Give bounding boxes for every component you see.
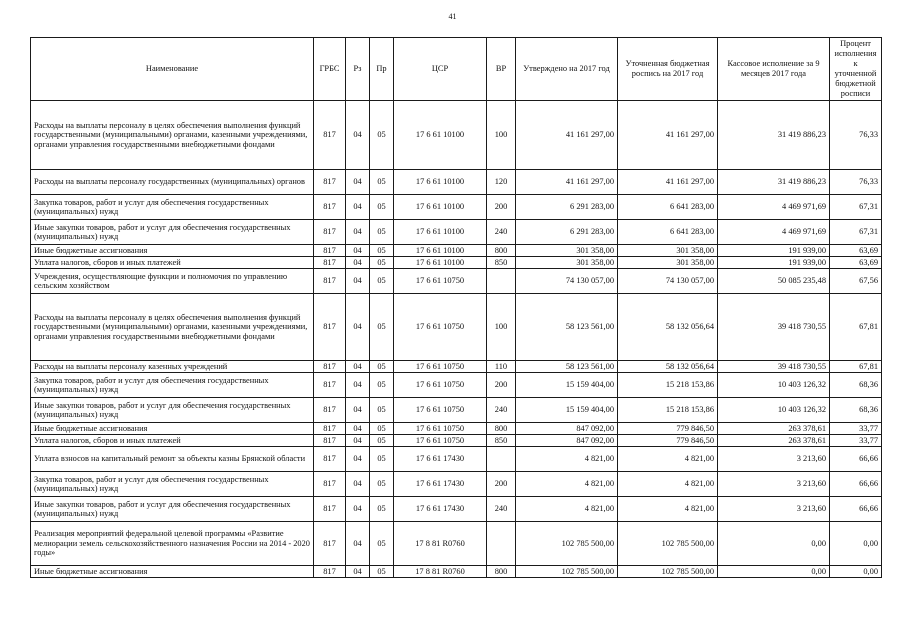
row-vr-cell: 200 <box>487 472 516 497</box>
row-vr-cell: 200 <box>487 195 516 220</box>
row-approved-cell: 41 161 297,00 <box>516 101 618 170</box>
row-pr-cell: 05 <box>370 497 394 522</box>
row-pr-cell: 05 <box>370 361 394 373</box>
row-cash-cell: 0,00 <box>718 566 830 578</box>
row-grbs-cell: 817 <box>314 195 346 220</box>
row-csr-cell: 17 6 61 10750 <box>394 361 487 373</box>
row-grbs-cell: 817 <box>314 373 346 398</box>
row-cash-cell: 191 939,00 <box>718 245 830 257</box>
row-grbs-cell: 817 <box>314 566 346 578</box>
row-pr-cell: 05 <box>370 257 394 269</box>
row-name-cell: Иные бюджетные ассигнования <box>31 566 314 578</box>
row-percent-cell: 67,81 <box>830 294 882 361</box>
row-vr-cell: 100 <box>487 101 516 170</box>
row-cash-cell: 50 085 235,48 <box>718 269 830 294</box>
row-percent-cell: 68,36 <box>830 373 882 398</box>
row-percent-cell: 67,31 <box>830 220 882 245</box>
row-csr-cell: 17 6 61 17430 <box>394 472 487 497</box>
table-row <box>31 423 882 435</box>
header-csr: ЦСР <box>394 38 487 101</box>
row-approved-cell: 102 785 500,00 <box>516 566 618 578</box>
row-csr-cell: 17 6 61 10100 <box>394 257 487 269</box>
row-percent-cell: 0,00 <box>830 566 882 578</box>
row-refined-cell: 58 132 056,64 <box>618 361 718 373</box>
table-row <box>31 398 882 423</box>
row-grbs-cell: 817 <box>314 447 346 472</box>
row-pr-cell: 05 <box>370 195 394 220</box>
row-name-cell: Уплата налогов, сборов и иных платежей <box>31 435 314 447</box>
row-vr-cell: 100 <box>487 294 516 361</box>
row-rz-cell: 04 <box>346 435 370 447</box>
row-name-cell: Уплата налогов, сборов и иных платежей <box>31 257 314 269</box>
row-approved-cell: 15 159 404,00 <box>516 373 618 398</box>
row-refined-cell: 41 161 297,00 <box>618 170 718 195</box>
row-rz-cell: 04 <box>346 101 370 170</box>
row-vr-cell <box>487 269 516 294</box>
row-name-cell: Иные закупки товаров, работ и услуг для обеспечения государственных (муниципальных) нужд <box>31 497 314 522</box>
row-grbs-cell: 817 <box>314 398 346 423</box>
row-grbs-cell: 817 <box>314 522 346 566</box>
table-row <box>31 472 882 497</box>
table-row <box>31 294 882 361</box>
row-cash-cell: 39 418 730,55 <box>718 294 830 361</box>
row-csr-cell: 17 8 81 R0760 <box>394 566 487 578</box>
row-approved-cell: 4 821,00 <box>516 497 618 522</box>
row-csr-cell: 17 6 61 10100 <box>394 101 487 170</box>
row-rz-cell: 04 <box>346 373 370 398</box>
row-percent-cell: 66,66 <box>830 497 882 522</box>
row-cash-cell: 3 213,60 <box>718 447 830 472</box>
row-name-cell: Уплата взносов на капитальный ремонт за объекты казны Брянской области <box>31 447 314 472</box>
row-refined-cell: 4 821,00 <box>618 497 718 522</box>
row-percent-cell: 0,00 <box>830 522 882 566</box>
row-approved-cell: 847 092,00 <box>516 423 618 435</box>
row-rz-cell: 04 <box>346 170 370 195</box>
row-approved-cell: 4 821,00 <box>516 447 618 472</box>
header-name: Наименование <box>31 38 314 101</box>
row-pr-cell: 05 <box>370 566 394 578</box>
row-refined-cell: 102 785 500,00 <box>618 522 718 566</box>
row-rz-cell: 04 <box>346 472 370 497</box>
row-csr-cell: 17 6 61 10100 <box>394 245 487 257</box>
row-cash-cell: 3 213,60 <box>718 472 830 497</box>
row-rz-cell: 04 <box>346 294 370 361</box>
row-vr-cell <box>487 522 516 566</box>
row-pr-cell: 05 <box>370 245 394 257</box>
row-vr-cell: 110 <box>487 361 516 373</box>
table-row <box>31 522 882 566</box>
row-grbs-cell: 817 <box>314 361 346 373</box>
row-vr-cell: 240 <box>487 497 516 522</box>
table-row <box>31 245 882 257</box>
header-percent: Процент исполнения к уточненной бюджетной росписи <box>830 38 882 101</box>
row-vr-cell: 850 <box>487 435 516 447</box>
row-approved-cell: 4 821,00 <box>516 472 618 497</box>
row-grbs-cell: 817 <box>314 423 346 435</box>
row-refined-cell: 6 641 283,00 <box>618 220 718 245</box>
row-name-cell: Расходы на выплаты персоналу в целях обеспечения выполнения функций государственными (муниципальными) органами, казенными учреждениями, органами управления государственными внебюджетными фондами <box>31 294 314 361</box>
row-pr-cell: 05 <box>370 373 394 398</box>
row-grbs-cell: 817 <box>314 170 346 195</box>
header-approved: Утверждено на 2017 год <box>516 38 618 101</box>
row-csr-cell: 17 6 61 17430 <box>394 447 487 472</box>
row-percent-cell: 76,33 <box>830 170 882 195</box>
row-percent-cell: 67,56 <box>830 269 882 294</box>
row-refined-cell: 779 846,50 <box>618 435 718 447</box>
row-csr-cell: 17 6 61 17430 <box>394 497 487 522</box>
row-cash-cell: 10 403 126,32 <box>718 398 830 423</box>
table-row <box>31 361 882 373</box>
row-csr-cell: 17 6 61 10750 <box>394 435 487 447</box>
row-rz-cell: 04 <box>346 566 370 578</box>
row-vr-cell: 200 <box>487 373 516 398</box>
row-vr-cell: 800 <box>487 423 516 435</box>
row-cash-cell: 263 378,61 <box>718 423 830 435</box>
table-row <box>31 101 882 170</box>
table-row <box>31 447 882 472</box>
row-name-cell: Реализация мероприятий федеральной целевой программы «Развитие мелиорации земель сельскохозяйственного назначения России на 2014 - 2020 годы» <box>31 522 314 566</box>
row-name-cell: Расходы на выплаты персоналу государственных (муниципальных) органов <box>31 170 314 195</box>
row-rz-cell: 04 <box>346 447 370 472</box>
row-name-cell: Расходы на выплаты персоналу казенных учреждений <box>31 361 314 373</box>
row-cash-cell: 4 469 971,69 <box>718 195 830 220</box>
header-cash: Кассовое исполнение за 9 месяцев 2017 года <box>718 38 830 101</box>
row-pr-cell: 05 <box>370 170 394 195</box>
row-csr-cell: 17 8 81 R0760 <box>394 522 487 566</box>
row-rz-cell: 04 <box>346 398 370 423</box>
row-csr-cell: 17 6 61 10750 <box>394 373 487 398</box>
row-refined-cell: 41 161 297,00 <box>618 101 718 170</box>
row-approved-cell: 6 291 283,00 <box>516 220 618 245</box>
row-csr-cell: 17 6 61 10100 <box>394 170 487 195</box>
table-row <box>31 435 882 447</box>
row-approved-cell: 301 358,00 <box>516 245 618 257</box>
row-pr-cell: 05 <box>370 472 394 497</box>
row-grbs-cell: 817 <box>314 497 346 522</box>
row-percent-cell: 67,81 <box>830 361 882 373</box>
row-pr-cell: 05 <box>370 522 394 566</box>
budget-table <box>30 37 882 578</box>
row-approved-cell: 6 291 283,00 <box>516 195 618 220</box>
table-header-row <box>31 38 882 101</box>
row-grbs-cell: 817 <box>314 257 346 269</box>
row-rz-cell: 04 <box>346 220 370 245</box>
row-name-cell: Расходы на выплаты персоналу в целях обеспечения выполнения функций государственными (муниципальными) органами, казенными учреждениями, органами управления государственными внебюджетными фондами <box>31 101 314 170</box>
header-rz: Рз <box>346 38 370 101</box>
row-rz-cell: 04 <box>346 361 370 373</box>
row-percent-cell: 76,33 <box>830 101 882 170</box>
row-csr-cell: 17 6 61 10750 <box>394 398 487 423</box>
row-csr-cell: 17 6 61 10750 <box>394 269 487 294</box>
row-percent-cell: 63,69 <box>830 257 882 269</box>
row-refined-cell: 779 846,50 <box>618 423 718 435</box>
row-refined-cell: 102 785 500,00 <box>618 566 718 578</box>
header-refined: Уточненная бюджетная роспись на 2017 год <box>618 38 718 101</box>
row-rz-cell: 04 <box>346 423 370 435</box>
row-vr-cell: 800 <box>487 245 516 257</box>
row-vr-cell: 120 <box>487 170 516 195</box>
row-pr-cell: 05 <box>370 435 394 447</box>
row-vr-cell: 850 <box>487 257 516 269</box>
row-percent-cell: 33,77 <box>830 435 882 447</box>
row-grbs-cell: 817 <box>314 269 346 294</box>
row-refined-cell: 6 641 283,00 <box>618 195 718 220</box>
row-name-cell: Учреждения, осуществляющие функции и полномочия по управлению сельским хозяйством <box>31 269 314 294</box>
row-percent-cell: 66,66 <box>830 447 882 472</box>
row-refined-cell: 74 130 057,00 <box>618 269 718 294</box>
row-percent-cell: 66,66 <box>830 472 882 497</box>
row-csr-cell: 17 6 61 10750 <box>394 294 487 361</box>
row-pr-cell: 05 <box>370 398 394 423</box>
row-name-cell: Иные бюджетные ассигнования <box>31 423 314 435</box>
row-name-cell: Иные бюджетные ассигнования <box>31 245 314 257</box>
row-refined-cell: 4 821,00 <box>618 447 718 472</box>
row-cash-cell: 3 213,60 <box>718 497 830 522</box>
row-refined-cell: 301 358,00 <box>618 257 718 269</box>
row-percent-cell: 63,69 <box>830 245 882 257</box>
table-row <box>31 566 882 578</box>
row-cash-cell: 263 378,61 <box>718 435 830 447</box>
row-grbs-cell: 817 <box>314 472 346 497</box>
row-grbs-cell: 817 <box>314 245 346 257</box>
row-refined-cell: 4 821,00 <box>618 472 718 497</box>
table-row <box>31 220 882 245</box>
row-rz-cell: 04 <box>346 257 370 269</box>
row-refined-cell: 301 358,00 <box>618 245 718 257</box>
table-row <box>31 373 882 398</box>
table-row <box>31 269 882 294</box>
header-grbs: ГРБС <box>314 38 346 101</box>
row-grbs-cell: 817 <box>314 220 346 245</box>
row-approved-cell: 74 130 057,00 <box>516 269 618 294</box>
row-approved-cell: 847 092,00 <box>516 435 618 447</box>
row-pr-cell: 05 <box>370 101 394 170</box>
row-cash-cell: 191 939,00 <box>718 257 830 269</box>
row-rz-cell: 04 <box>346 522 370 566</box>
row-rz-cell: 04 <box>346 245 370 257</box>
row-name-cell: Закупка товаров, работ и услуг для обеспечения государственных (муниципальных) нужд <box>31 472 314 497</box>
row-approved-cell: 58 123 561,00 <box>516 294 618 361</box>
row-pr-cell: 05 <box>370 269 394 294</box>
row-cash-cell: 31 419 886,23 <box>718 170 830 195</box>
row-grbs-cell: 817 <box>314 101 346 170</box>
header-pr: Пр <box>370 38 394 101</box>
table-row <box>31 497 882 522</box>
row-name-cell: Иные закупки товаров, работ и услуг для обеспечения государственных (муниципальных) нужд <box>31 398 314 423</box>
row-percent-cell: 68,36 <box>830 398 882 423</box>
row-vr-cell <box>487 447 516 472</box>
page-number: 41 <box>448 12 457 21</box>
row-rz-cell: 04 <box>346 269 370 294</box>
row-vr-cell: 240 <box>487 398 516 423</box>
row-cash-cell: 10 403 126,32 <box>718 373 830 398</box>
row-percent-cell: 33,77 <box>830 423 882 435</box>
row-approved-cell: 41 161 297,00 <box>516 170 618 195</box>
row-cash-cell: 4 469 971,69 <box>718 220 830 245</box>
row-name-cell: Закупка товаров, работ и услуг для обеспечения государственных (муниципальных) нужд <box>31 373 314 398</box>
row-csr-cell: 17 6 61 10100 <box>394 195 487 220</box>
header-vr: ВР <box>487 38 516 101</box>
row-vr-cell: 240 <box>487 220 516 245</box>
row-percent-cell: 67,31 <box>830 195 882 220</box>
row-name-cell: Иные закупки товаров, работ и услуг для обеспечения государственных (муниципальных) нужд <box>31 220 314 245</box>
row-rz-cell: 04 <box>346 195 370 220</box>
row-approved-cell: 58 123 561,00 <box>516 361 618 373</box>
row-cash-cell: 31 419 886,23 <box>718 101 830 170</box>
row-cash-cell: 0,00 <box>718 522 830 566</box>
row-approved-cell: 15 159 404,00 <box>516 398 618 423</box>
row-name-cell: Закупка товаров, работ и услуг для обеспечения государственных (муниципальных) нужд <box>31 195 314 220</box>
row-refined-cell: 15 218 153,86 <box>618 373 718 398</box>
row-csr-cell: 17 6 61 10750 <box>394 423 487 435</box>
row-grbs-cell: 817 <box>314 435 346 447</box>
row-approved-cell: 301 358,00 <box>516 257 618 269</box>
row-pr-cell: 05 <box>370 447 394 472</box>
table-row <box>31 170 882 195</box>
row-pr-cell: 05 <box>370 220 394 245</box>
row-pr-cell: 05 <box>370 294 394 361</box>
table-row <box>31 195 882 220</box>
row-pr-cell: 05 <box>370 423 394 435</box>
row-refined-cell: 15 218 153,86 <box>618 398 718 423</box>
table-row <box>31 257 882 269</box>
row-csr-cell: 17 6 61 10100 <box>394 220 487 245</box>
row-cash-cell: 39 418 730,55 <box>718 361 830 373</box>
row-grbs-cell: 817 <box>314 294 346 361</box>
row-refined-cell: 58 132 056,64 <box>618 294 718 361</box>
row-vr-cell: 800 <box>487 566 516 578</box>
row-approved-cell: 102 785 500,00 <box>516 522 618 566</box>
row-rz-cell: 04 <box>346 497 370 522</box>
